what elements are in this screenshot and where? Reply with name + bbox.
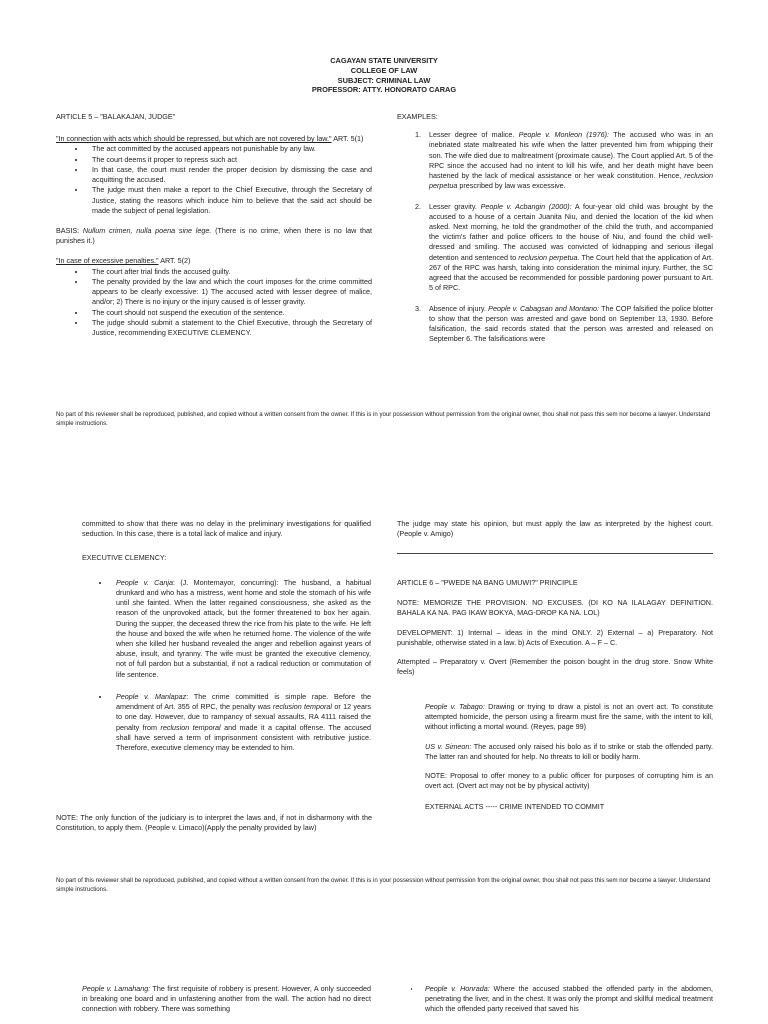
- case1-ref: ART. 5(1): [331, 134, 364, 144]
- page1-right-column: [397, 112, 713, 402]
- development-text: DEVELOPMENT: 1) Internal – ideas in the mind ONLY. 2) External – a) Preparatory. Not punishable, otherwise stated in a law. b) Acts of Execution. A – F – C.: [397, 627, 713, 647]
- article5-title: ARTICLE 5 – "BALAKAJAN, JUDGE": [56, 112, 176, 121]
- lamahang-case: [82, 984, 371, 1015]
- document-header: [0, 56, 768, 95]
- professor-line: PROFESSOR: ATTY. HONORATO CARAG: [311, 85, 457, 95]
- case-text: The accused only raised his bolo as if to strike or stab the offended party. The latter ran and shouted for help. No threats to kill or bodily harm.: [425, 741, 713, 761]
- basis-label: BASIS:: [56, 225, 83, 235]
- college-name: COLLEGE OF LAW: [350, 65, 418, 75]
- example-lead: Lesser degree of malice.: [429, 130, 519, 140]
- case1-intro: [56, 134, 372, 144]
- tabago-case: [425, 702, 713, 733]
- list-item: • The penalty provided by the law and which the court imposes for the crime committed appears to be clearly excessive: 1) The accused acted with lesser degree of malice, and/or; 2) There is no injury or the injury caused is of lesser gravity.: [86, 277, 372, 308]
- case-text: : (J. Montemayor, concurring): The husband, a habitual drunkard and who has a mistress, went home and stole the stomach of his wife until she fainted. When the latter regained consciousness, she asked as the reason of the unprovoked attack, but the former threatened to box her again. During the supper, the deceased threw the rice from his plate to the wife. He left the house and boxed the wife when he returned home. The violence of the wife when she killed her husband revealed the anger and rebellion against years of abuse, insult, and tyranny. The wife must be granted the executive clemency, not of full pardon but a substantial, if not a radical reduction or commutation of life sentence.: [116, 577, 371, 679]
- case1-bullets: [56, 144, 372, 216]
- case-name: People v. Manlapaz: [116, 691, 187, 701]
- example-text: prescribed by law was excessive.: [457, 181, 566, 191]
- page3-right-column: [411, 984, 713, 1024]
- article6-title: ARTICLE 6 – "PWEDE NA BANG UMUWI?" PRINCIPLE: [397, 578, 578, 587]
- subject-line: SUBJECT: CRIMINAL LAW: [337, 75, 431, 85]
- clemency-case-item: [110, 692, 371, 753]
- case-text: Drawing or trying to draw a pistol is not an overt act. To constitute attempted homicide, the person using a firearm must fire the same, with the intent to kill, without inflicting a mortal wound. (Reyes, page 99): [425, 702, 713, 732]
- basis-paragraph: [56, 226, 372, 246]
- case-italic: reclusion temporal: [160, 722, 221, 732]
- honrada-list: [411, 984, 713, 1015]
- basis-latin: Nullum crimen, nulla poena sine lege.: [82, 225, 212, 235]
- list-item: • The court deems it proper to repress such act: [86, 155, 372, 165]
- list-item: • In that case, the court must render the proper decision by dismissing the case and acquitting the accused.: [86, 165, 372, 185]
- case-text: and made it a capital offense. The accused shall have served a term of imprisonment consistent with retributive justice. Therefore, executive clemency may be extended to him.: [116, 722, 372, 752]
- case2-ref: ART. 5(2): [158, 256, 191, 266]
- example-text: A four-year old child was brought by the accused to a house of a certain Juanita Niu, and denied the location of the kid when asked. Next morning, he told the grandmother of the child the truth, and accompanied the victim's father and police officers to the house of Niu, and found the child well-dressed and smiling. The accused was convicted of kidnapping and serious illegal detention and sentenced to: [429, 201, 713, 262]
- list-item: • The judge must then make a report to the Chief Executive, through the Secretary of Justice, stating the reasons which induce him to believe that the said act should be made the subject of penal legislation.: [86, 185, 372, 216]
- example-item: [423, 130, 713, 191]
- case2-bullets: [56, 267, 372, 339]
- case-name: People v. Canja: [116, 577, 173, 587]
- example-text: . The Court held that the application of Art. 267 of the RPC was harsh, taking into consideration the minimal injury. Further, the SC agreed that the accused be recommended for possible pardoning power pursuant to Art. 5 of RPC.: [429, 252, 713, 293]
- case-text: : The crime committed is simple rape. Before the amendment of Art. 355 of RPC, the penalty was: [116, 691, 371, 712]
- example-italic: reclusion perpetua: [429, 171, 713, 191]
- article6-cases: [425, 702, 713, 812]
- case-name: US v. Simeon:: [425, 741, 472, 751]
- case-text: or 12 years to one day. However, due to rampancy of sexual assaults, RA 4111 raised the penalty from: [116, 702, 371, 732]
- page2-footer-disclaimer: No part of this reviewer shall be reproduced, published, and copied without a written consent from the owner. If this is in your possession without permission from the original owner, thou shall not pass this sem nor become a lawyer. Understand simple instructions.: [56, 877, 711, 893]
- article6-section: [397, 578, 713, 678]
- list-item: • The court should not suspend the execution of the sentence.: [86, 308, 372, 318]
- page2-left-column: [82, 519, 371, 753]
- proposal-note: NOTE: Proposal to offer money to a public officer for purposes of corrupting him is an overt act. (Overt act may not be by physical activity): [425, 771, 713, 791]
- example-text: The COP falsified the police blotter to show that the person was arrested and gave bond on September 13, 1930. Before falsification, the said records stated that the person was arrested and released on September 6. The falsifications were: [429, 303, 713, 344]
- case-italic: reclusion temporal: [272, 702, 332, 712]
- example-text: The accused who was in an inebriated state maltreated his wife when the latter prevented him from whipping their son. The wife died due to maltreatment (proximate cause). The Court applied Art. 5 of the RPC since the accused had no intent to kill his wife, and her death might have been hastened by the lack of medical assistance or her weak constitution. Hence,: [429, 130, 713, 181]
- memorize-note: NOTE: MEMORIZE THE PROVISION. NO EXCUSES. (DI KO NA ILALAGAY DEFINITION. BAHALA KA NA. PAG IKAW BOKYA, MAG-DROP KA NA. LOL): [397, 598, 713, 618]
- external-acts-line: EXTERNAL ACTS ----- CRIME INTENDED TO COMMIT: [425, 801, 605, 811]
- section-divider: [397, 553, 713, 554]
- case-text: The first requisite of robbery is present. However, A only succeeded in breaking one board and in unfastening another from the wall. The action had no direct connection with robbery. There was something: [82, 984, 371, 1014]
- examples-label: EXAMPLES:: [397, 112, 438, 121]
- example-case: People v. Acbangin (2000):: [480, 201, 572, 211]
- list-item: • The judge should submit a statement to the Chief Executive, through the Secretary of Justice, recommending EXECUTIVE CLEMENCY.: [86, 318, 372, 338]
- judge-opinion-text: The judge may state his opinion, but must apply the law as interpreted by the highest court. (People v. Amigo): [397, 519, 713, 539]
- attempted-text: Attempted – Preparatory v. Overt (Remember the poison bought in the drug store. Snow White feels): [397, 657, 713, 677]
- case-name: People v. Tabago:: [425, 702, 485, 711]
- list-item: • The act committed by the accused appears not punishable by any law.: [86, 144, 372, 154]
- page3-left-column: [82, 984, 371, 1024]
- list-item: • The court after trial finds the accused guilty.: [86, 267, 372, 277]
- honrada-case: [421, 984, 713, 1015]
- example-italic: reclusion perpetua: [518, 252, 578, 262]
- example-item: [423, 202, 713, 294]
- example-case: People v. Cabagsan and Montano:: [488, 303, 600, 313]
- example-item: [423, 304, 713, 345]
- case-text: Where the accused stabbed the offended party in the abdomen, penetrating the liver, and in the chest. It was only the prompt and skillful medical treatment which the offended party received that saved his: [425, 984, 713, 1014]
- university-name: CAGAYAN STATE UNIVERSITY: [330, 56, 438, 65]
- simeon-case: [425, 742, 713, 762]
- page1-left-column: [56, 112, 372, 338]
- executive-clemency-label: EXECUTIVE CLEMENCY:: [82, 553, 167, 563]
- basis-text: (There is no crime, when there is no law that punishes it.): [56, 225, 372, 246]
- continued-text: committed to show that there was no delay in the preliminary investigations for qualified seduction. In this case, there is a total lack of malice and injury.: [82, 519, 371, 539]
- page2-right-column: [397, 519, 713, 539]
- clemency-case-item: [110, 578, 371, 680]
- case-name: People v. Honrada:: [425, 984, 490, 993]
- example-lead: Lesser gravity.: [429, 201, 481, 211]
- example-case: People v. Monleon (1976):: [518, 130, 610, 140]
- case2-quote: "In case of excessive penalties.": [56, 256, 159, 266]
- clemency-cases: [82, 578, 371, 754]
- examples-list: [397, 130, 713, 344]
- judiciary-note: NOTE: The only function of the judiciary is to interpret the laws and, if not in disharmony with the Constitution, to apply them. (People v. Limaco)(Apply the penalty provided by law): [56, 813, 372, 833]
- example-lead: Absence of injury.: [429, 303, 489, 313]
- case1-quote: "In connection with acts which should be repressed, but which are not covered by law.": [56, 134, 332, 144]
- page1-footer-disclaimer: No part of this reviewer shall be reproduced, published, and copied without a written consent from the owner. If this is in your possession without permission from the original owner, thou shall not pass this sem nor become a lawyer. Understand simple instructions.: [56, 411, 711, 427]
- case-name: People v. Lamahang:: [82, 984, 151, 993]
- case2-intro: [56, 256, 372, 266]
